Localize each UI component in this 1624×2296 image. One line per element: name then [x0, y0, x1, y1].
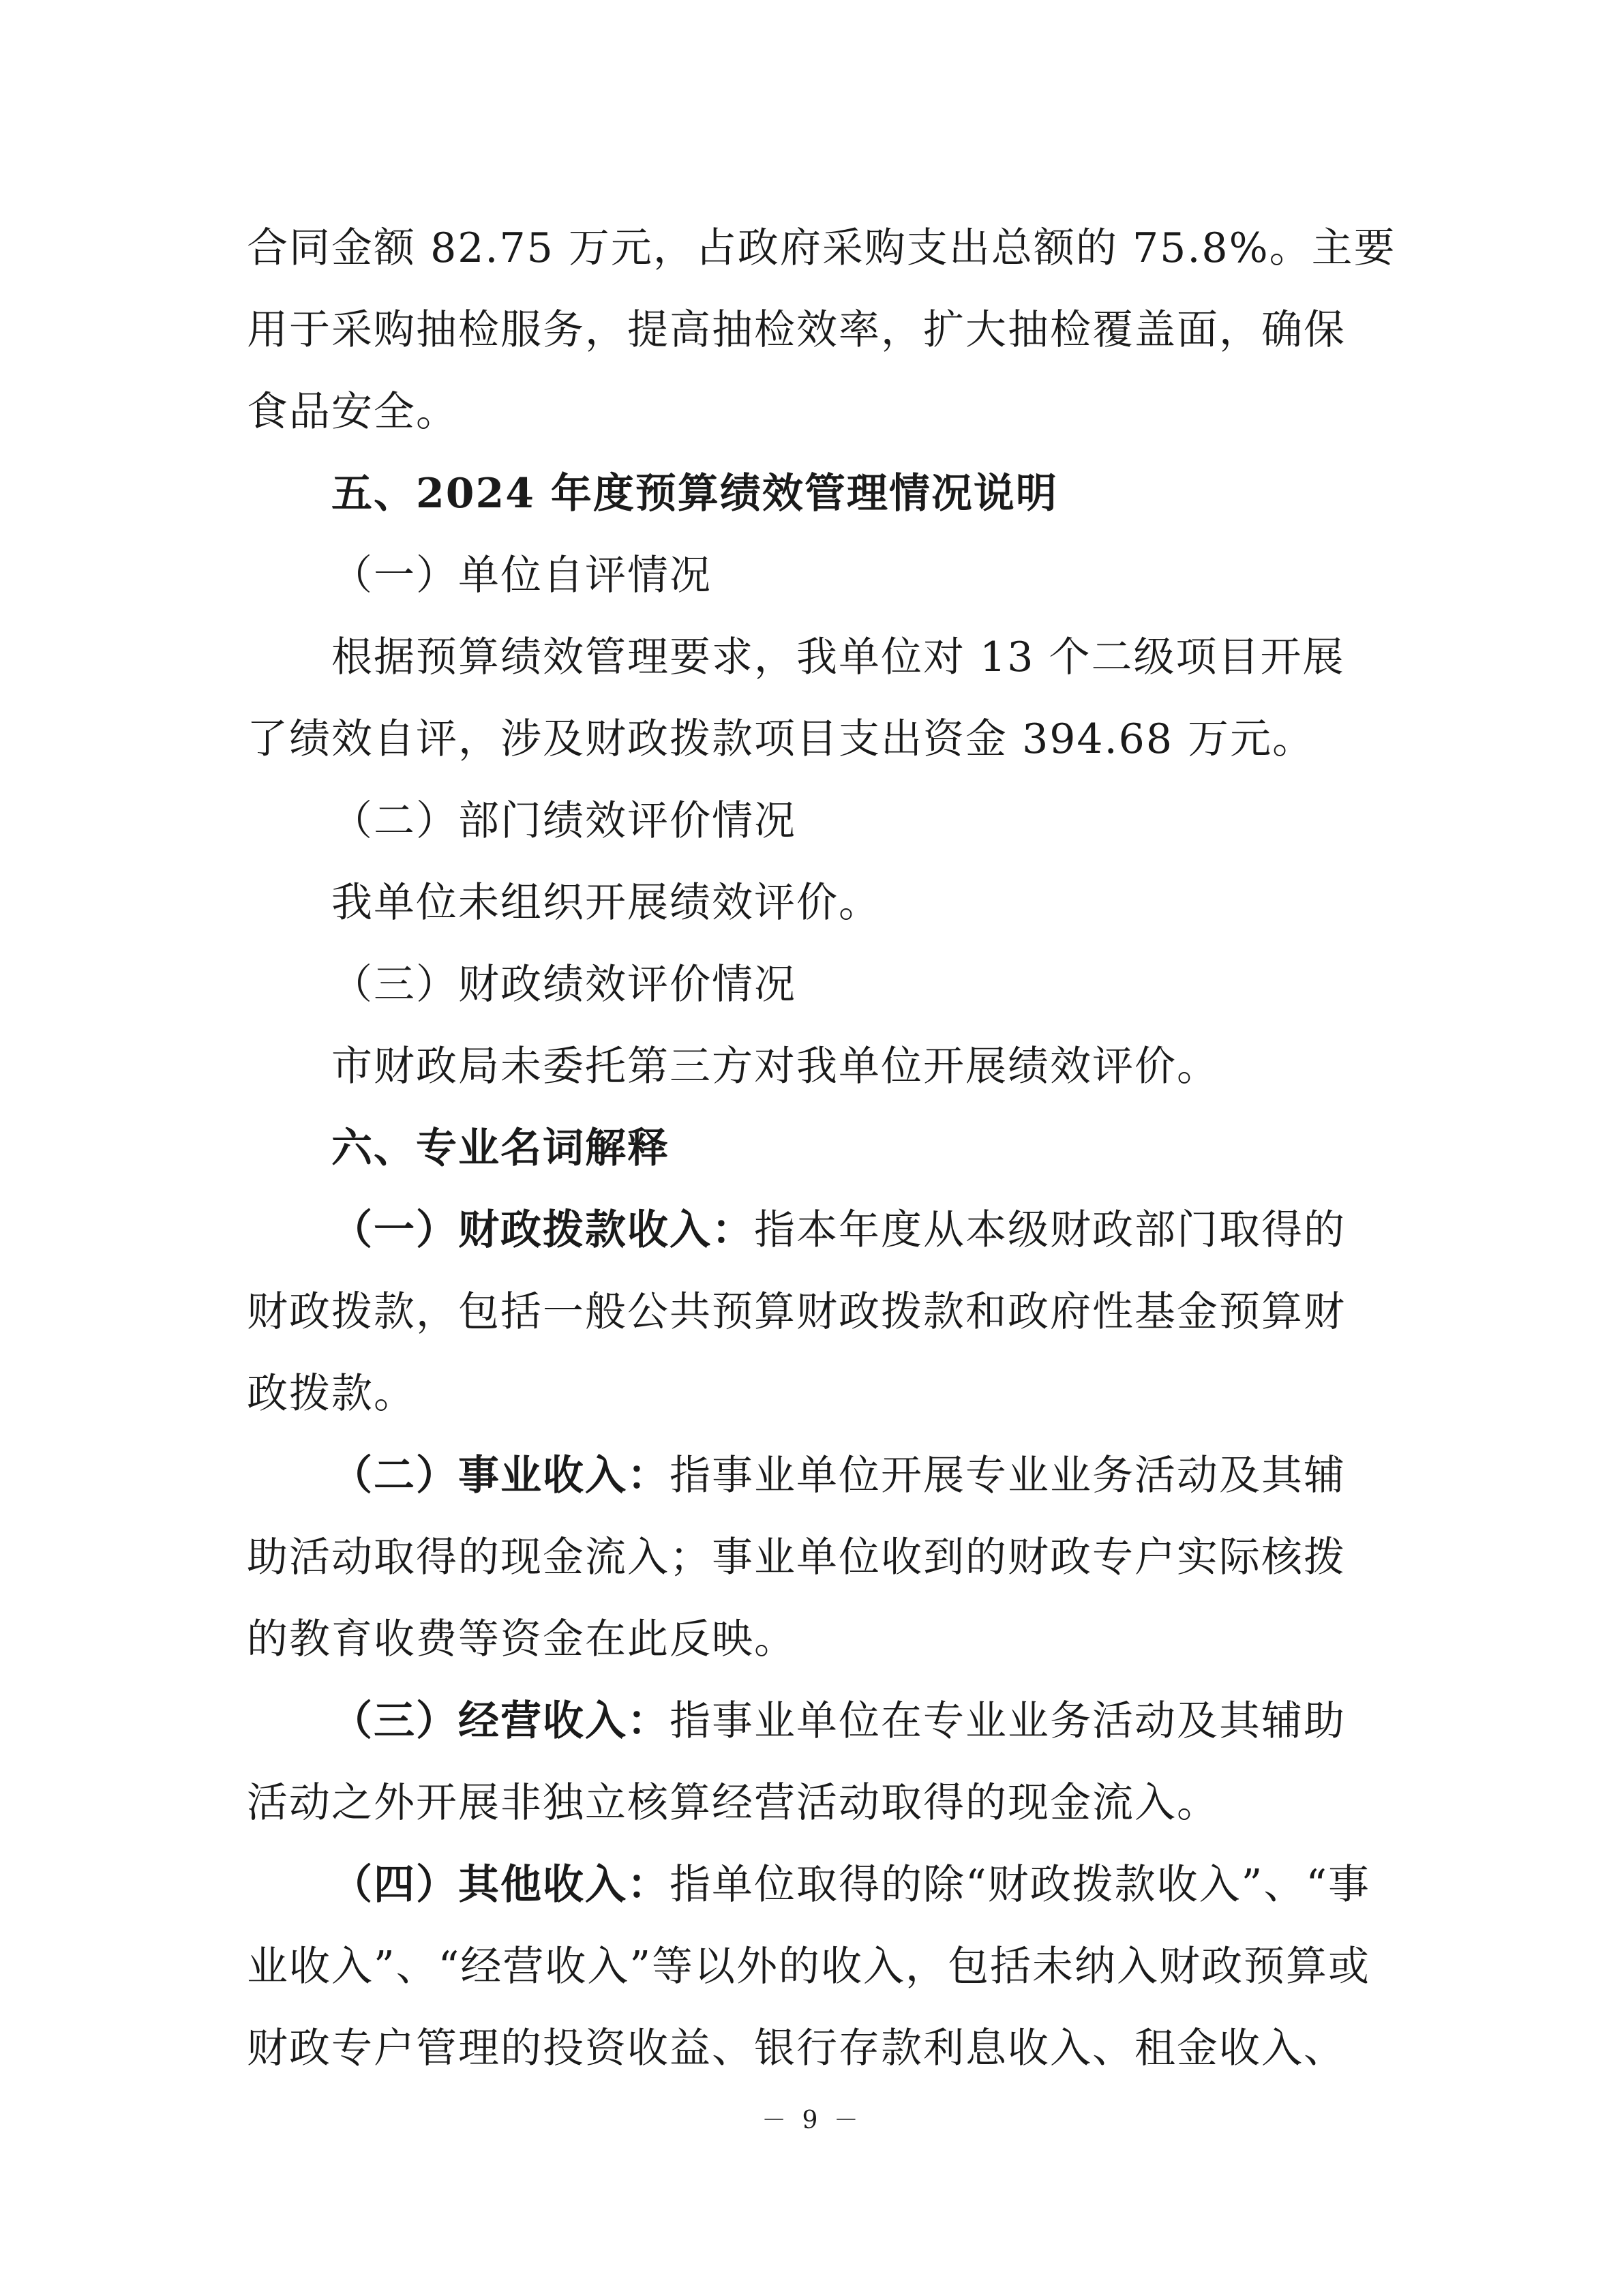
- paragraph-line: 我单位未组织开展绩效评价。: [331, 879, 881, 927]
- paragraph-line: 的教育收费等资金在此反映。: [247, 1615, 796, 1663]
- paragraph-line: 政拨款。: [247, 1370, 416, 1418]
- definition-text: 指单位取得的除“财政拨款收入”、“事: [670, 1861, 1371, 1909]
- page-number: － 9 －: [762, 2106, 862, 2134]
- section-heading: 六、专业名词解释: [331, 1124, 670, 1172]
- definition-text: 指事业单位开展专业业务活动及其辅: [670, 1452, 1346, 1500]
- paragraph-line: 活动之外开展非独立核算经营活动取得的现金流入。: [247, 1779, 1219, 1827]
- paragraph-line: 助活动取得的现金流入；事业单位收到的财政专户实际核拨: [247, 1534, 1346, 1581]
- definition-line: [331, 1697, 1392, 1746]
- subsection-heading: （一）单位自评情况: [331, 552, 712, 599]
- term-label: （二）事业收入：: [331, 1452, 670, 1500]
- section-heading: 五、2024 年度预算绩效管理情况说明: [331, 470, 1058, 518]
- paragraph-line: 用于采购抽检服务，提高抽检效率，扩大抽检覆盖面，确保: [247, 306, 1346, 354]
- paragraph-line: 财政拨款，包括一般公共预算财政拨款和政府性基金预算财: [247, 1288, 1346, 1336]
- term-label: （三）经营收入：: [331, 1697, 670, 1745]
- term-label: （一）财政拨款收入：: [331, 1206, 754, 1254]
- definition-line: [331, 1206, 1392, 1255]
- subsection-heading: （三）财政绩效评价情况: [331, 961, 796, 1009]
- paragraph-line: 食品安全。: [247, 388, 458, 436]
- definition-text: 指本年度从本级财政部门取得的: [754, 1206, 1346, 1254]
- paragraph-line: 根据预算绩效管理要求，我单位对 13 个二级项目开展: [331, 633, 1345, 681]
- definition-text: 指事业单位在专业业务活动及其辅助: [670, 1697, 1346, 1745]
- term-label: （四）其他收入：: [331, 1861, 670, 1909]
- paragraph-line: 市财政局未委托第三方对我单位开展绩效评价。: [331, 1043, 1219, 1090]
- paragraph-line: 了绩效自评，涉及财政拨款项目支出资金 394.68 万元。: [247, 715, 1315, 763]
- subsection-heading: （二）部门绩效评价情况: [331, 797, 796, 845]
- paragraph-line: 财政专户管理的投资收益、银行存款利息收入、租金收入、: [247, 2025, 1346, 2072]
- definition-line: [331, 1451, 1392, 1500]
- paragraph-line: 合同金额 82.75 万元，占政府采购支出总额的 75.8%。主要: [247, 224, 1396, 272]
- paragraph-line: 业收入”、“经营收入”等以外的收入，包括未纳入财政预算或: [247, 1943, 1371, 1991]
- definition-line: [331, 1860, 1392, 1909]
